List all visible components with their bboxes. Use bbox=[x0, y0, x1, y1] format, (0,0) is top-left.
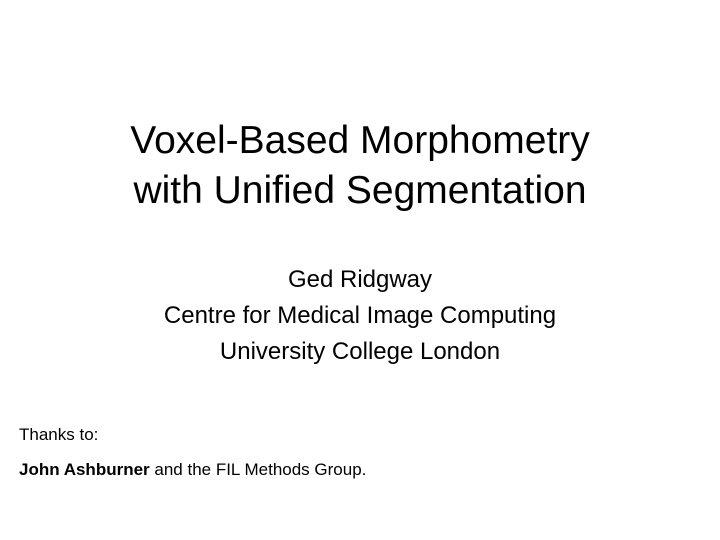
author-name: Ged Ridgway bbox=[287, 266, 433, 293]
slide-title-line-1: Voxel-Based Morphometry bbox=[130, 119, 590, 162]
slide-title-line-2: with Unified Segmentation bbox=[133, 169, 587, 212]
affiliation-line-1: Centre for Medical Image Computing bbox=[163, 302, 557, 329]
thanks-label: Thanks to: bbox=[19, 425, 99, 444]
credits-line bbox=[19, 459, 366, 481]
credited-person: John Ashburner bbox=[19, 460, 150, 479]
affiliation-line-2: University College London bbox=[219, 338, 501, 365]
author-block bbox=[0, 262, 720, 370]
slide-title bbox=[0, 116, 720, 216]
credits-rest: and the FIL Methods Group. bbox=[149, 460, 367, 479]
